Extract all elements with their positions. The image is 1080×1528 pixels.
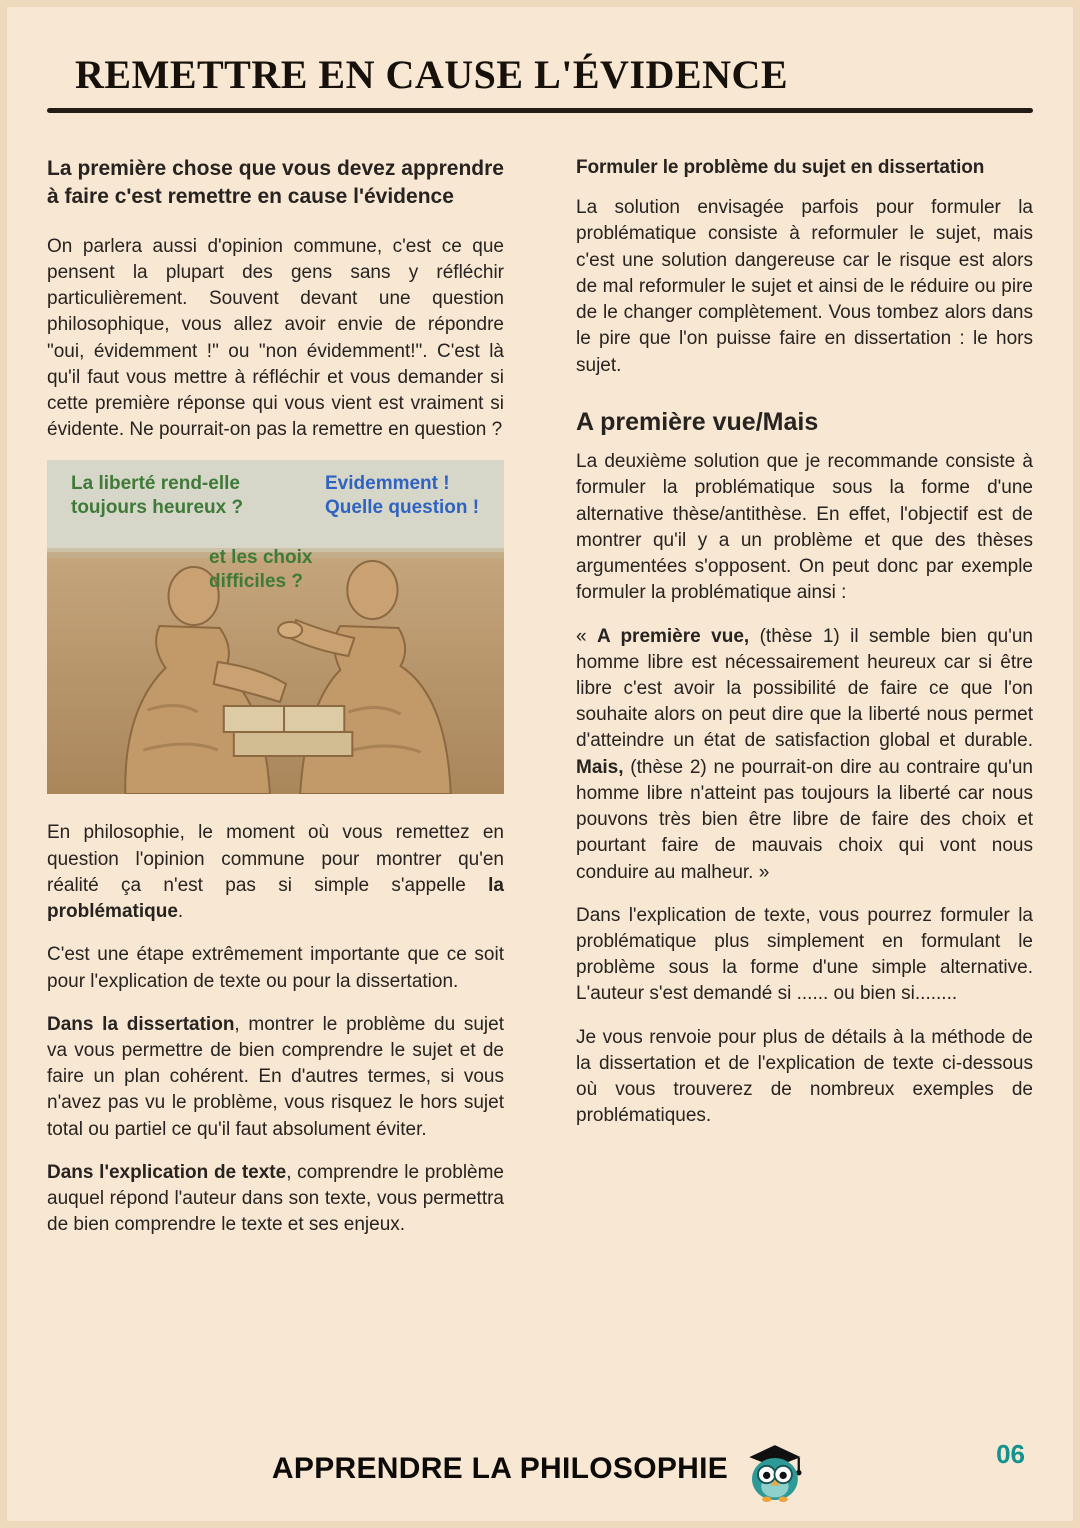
- text-segment: (thèse 2) ne pourrait-on dire au contraire qu'un homme libre n'atteint pas toujours la liberté car nous pouvons très bien être libre de faire des choix et pourtant faire de mauvais choix qui vont nous conduire au malheur. »: [576, 756, 1033, 883]
- bold-dans-la-dissertation: Dans la dissertation: [47, 1013, 235, 1035]
- paragraph-quote-example: [576, 624, 1033, 886]
- heading-formuler-probleme: Formuler le problème du sujet en dissertation: [576, 157, 985, 178]
- text-segment: (thèse 1) il semble bien qu'un homme libre est nécessairement heureux car si être libre c'est avoir la possibilité de faire ce que l'on souhaite alors on peut dire que la liberté nous permet d'atteindre un état de satisfaction global et durable.: [576, 625, 1033, 752]
- bold-dans-explication: Dans l'explication de texte: [47, 1161, 287, 1183]
- right-column: [576, 155, 1033, 1256]
- paragraph-explication-alternative: Dans l'explication de texte, vous pourrez formuler la problématique plus simplement en formulant le problème sous la forme d'une simple alternative. L'auteur s'est demandé si ...... ou bien si........: [576, 904, 1033, 1005]
- text-segment: En philosophie, le moment où vous remettez en question l'opinion commune pour montrer qu'en réalité ça n'est pas si simple s'appelle: [47, 822, 504, 896]
- paragraph-solution-reformuler: La solution envisagée parfois pour formuler la problématique consiste à reformuler le sujet, mais c'est une solution dangereuse car le risque est alors de mal reformuler le sujet et ainsi de le réduire ou pire de le changer complètement. Vous tombez alors dans le pire que l'on puisse faire en dissertation : le hors sujet.: [576, 197, 1033, 376]
- text-segment: .: [177, 901, 184, 923]
- text-segment: , montrer le problème du sujet va vous permettre de bien comprendre le sujet et de faire un plan cohérent. En d'autres termes, si vous n'avez pas vu le problème, vous risquez le hors sujet total ou partiel ce qu'il faut absolument éviter.: [47, 1013, 504, 1140]
- paragraph-problematique: [47, 820, 504, 925]
- paragraph-dissertation: [47, 1012, 504, 1143]
- figure-caption-choix: et les choix difficiles ?: [209, 547, 313, 593]
- bold-problematique: la problématique: [47, 874, 504, 923]
- owl-logo-icon: [742, 1436, 808, 1502]
- page-content: [7, 7, 1073, 1256]
- two-column-layout: [47, 155, 1033, 1256]
- title-underline: [47, 108, 1033, 113]
- intro-heading: La première chose que vous devez apprendre à faire c'est remettre en cause l'évidence: [47, 157, 504, 209]
- page-title: REMETTRE EN CAUSE L'ÉVIDENCE: [75, 52, 789, 97]
- paragraph-opinion-commune: On parlera aussi d'opinion commune, c'est ce que pensent la plupart des gens sans y réfléchir particulièrement. Souvent devant une question philosophique, vous allez avoir envie de répondre "oui, évidemment !" ou "non évidemment!". C'est là qu'il faut vous mettre à réfléchir et vous demander si cette première réponse qui vous vient est vraiment si évidente. Ne pourrait-on pas la remettre en question ?: [47, 235, 504, 441]
- bold-a-premiere-vue: A première vue,: [597, 625, 750, 647]
- page-number: 06: [996, 1439, 1025, 1469]
- page-footer: [7, 1433, 1073, 1505]
- text-segment: , comprendre le problème auquel répond l'auteur dans son texte, vous permettra de bien comprendre le texte et ses enjeux.: [47, 1161, 504, 1236]
- footer-brand: APPRENDRE LA PHILOSOPHIE: [271, 1452, 729, 1485]
- paragraph-explication-texte: [47, 1160, 504, 1239]
- paragraph-renvoi-methode: Je vous renvoie pour plus de détails à la méthode de la dissertation et de l'explication de texte ci-dessous où vous trouverez de nombreux exemples de problématiques.: [576, 1026, 1033, 1127]
- figure-caption-question: La liberté rend-elle toujours heureux ?: [71, 473, 244, 519]
- text-segment: «: [576, 625, 597, 647]
- left-column: [47, 155, 504, 1256]
- footer-brand-group: [272, 1436, 808, 1502]
- philosophers-figure: [47, 460, 504, 794]
- heading-premiere-vue-mais: A première vue/Mais: [576, 407, 819, 436]
- figure-caption-evidemment: Evidemment ! Quelle question !: [325, 473, 480, 519]
- bold-mais: Mais,: [576, 756, 624, 778]
- paragraph-deuxieme-solution: La deuxième solution que je recommande consiste à formuler la problématique sous la forme d'une alternative thèse/antithèse. En effet, l'objectif est de montrer qu'il y a un problème et que des thèses argumentées s'opposent. On peut donc par exemple formuler la problématique ainsi :: [576, 451, 1033, 604]
- paragraph-etape-importante: C'est une étape extrêmement importante que ce soit pour l'explication de texte ou pour la dissertation.: [47, 944, 504, 992]
